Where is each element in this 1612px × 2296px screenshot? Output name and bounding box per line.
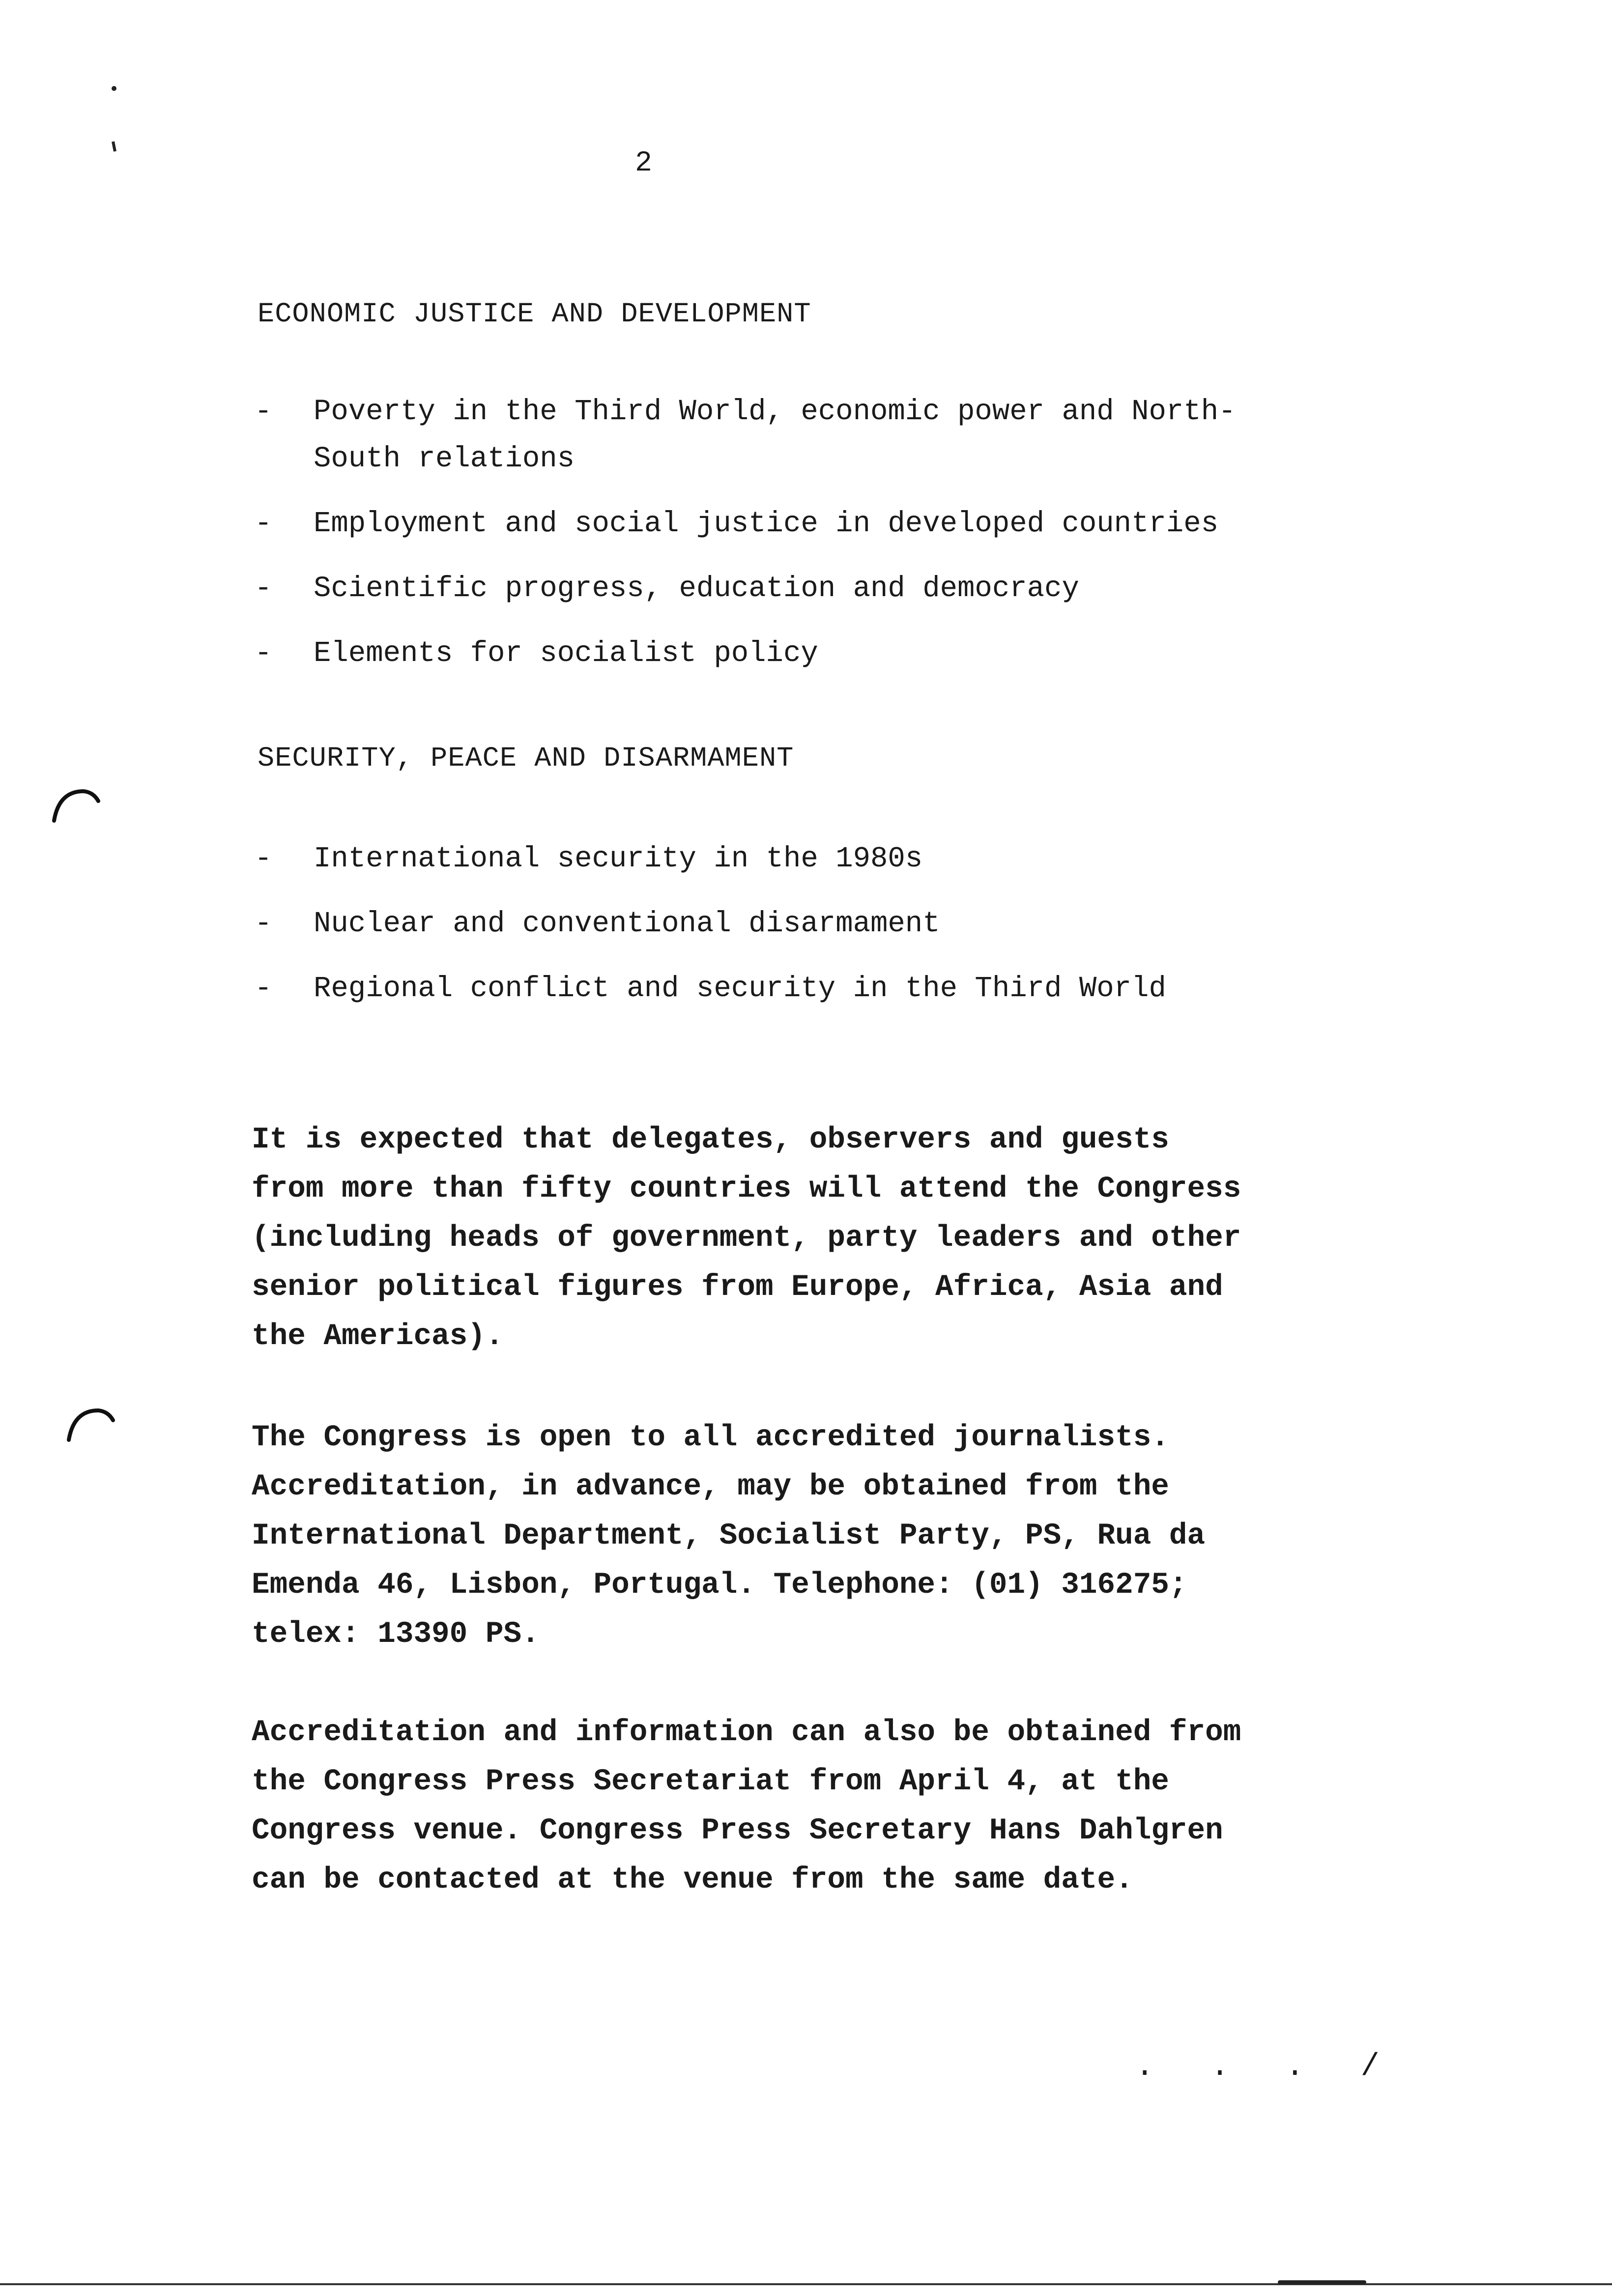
bullet-dash: - — [255, 507, 272, 540]
list-item — [255, 630, 1385, 677]
list-item-text: Nuclear and conventional disarmament — [314, 907, 940, 940]
list-item — [255, 835, 1385, 883]
list-item-text: Elements for socialist policy — [314, 637, 818, 670]
paragraph-line: Congress venue. Congress Press Secretary Hans Dahlgren — [252, 1814, 1223, 1848]
bullet-dash: - — [255, 395, 272, 428]
paragraph-line: Emenda 46, Lisbon, Portugal. Telephone: (01) 316275; — [252, 1568, 1187, 1602]
paragraph-line: (including heads of government, party leaders and other — [252, 1221, 1241, 1255]
paragraph-line: from more than fifty countries will attend the Congress — [252, 1172, 1241, 1206]
bullet-dash: - — [255, 972, 272, 1005]
security-topics-list — [255, 835, 1385, 1030]
list-item-text: Poverty in the Third World, economic power and North-South relations — [314, 395, 1236, 475]
list-item-text: Scientific progress, education and democracy — [314, 572, 1079, 605]
paragraph-line: can be contacted at the venue from the same date. — [252, 1863, 1133, 1897]
list-item — [255, 900, 1385, 947]
section-heading-security: SECURITY, PEACE AND DISARMAMENT — [258, 743, 794, 775]
continuation-mark: . . . / — [1135, 2049, 1398, 2085]
paragraph-accreditation — [252, 1413, 1377, 1659]
paragraph-line: senior political figures from Europe, Africa, Asia and — [252, 1270, 1223, 1304]
punch-hole-arc-mark — [49, 776, 103, 831]
paragraph-press-secretariat — [252, 1708, 1377, 1905]
bullet-dash: - — [255, 572, 272, 605]
bullet-dash: - — [255, 907, 272, 940]
margin-speck-mark — [108, 79, 123, 157]
economic-topics-list — [255, 388, 1385, 695]
paragraph-line: telex: 13390 PS. — [252, 1617, 540, 1651]
list-item — [255, 388, 1385, 483]
paragraph-attendance — [252, 1116, 1377, 1361]
page-number: 2 — [635, 147, 652, 179]
list-item-text: Regional conflict and security in the Third World — [314, 972, 1166, 1005]
paragraph-line: the Congress Press Secretariat from April 4, at the — [252, 1765, 1169, 1799]
paragraph-line: The Congress is open to all accredited journalists. — [252, 1421, 1169, 1455]
paragraph-line: It is expected that delegates, observers and guests — [252, 1123, 1169, 1157]
bottom-edge-smudge — [1278, 2280, 1366, 2284]
bullet-dash: - — [255, 842, 272, 875]
list-item-text: Employment and social justice in developed countries — [314, 507, 1219, 540]
paragraph-line: Accreditation, in advance, may be obtained from the — [252, 1470, 1169, 1504]
bullet-dash: - — [255, 637, 272, 670]
paragraph-line: the Americas). — [252, 1320, 504, 1353]
list-item — [255, 565, 1385, 612]
list-item — [255, 965, 1385, 1012]
bottom-edge-line — [0, 2283, 1612, 2285]
punch-hole-arc-mark — [64, 1396, 118, 1450]
list-item-text: International security in the 1980s — [314, 842, 923, 875]
section-heading-economic: ECONOMIC JUSTICE AND DEVELOPMENT — [258, 299, 811, 330]
paragraph-line: Accreditation and information can also be obtained from — [252, 1716, 1241, 1750]
paragraph-line: International Department, Socialist Party, PS, Rua da — [252, 1519, 1206, 1553]
list-item — [255, 500, 1385, 547]
